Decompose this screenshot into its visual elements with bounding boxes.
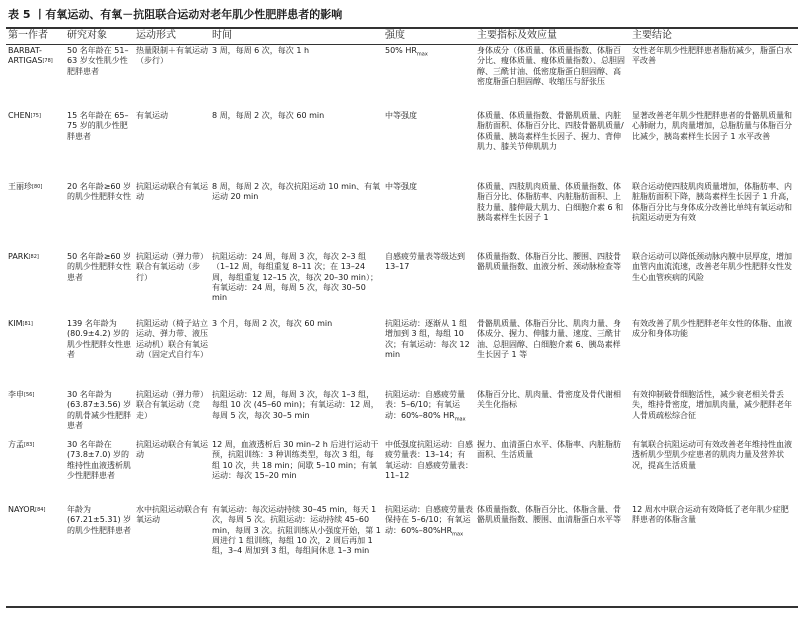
conclusion-cell-text: 有效改善了肌少性肥胖老年女性的体脂、血液成分和身体功能 bbox=[632, 319, 792, 339]
author-cell-text: 王丽珍 bbox=[8, 182, 32, 191]
time-cell-text: 8 周，每周 2 次，每次抗阻运动 10 min、有氧运动 20 min bbox=[212, 182, 381, 202]
time-cell bbox=[210, 108, 383, 179]
form-cell bbox=[134, 249, 210, 316]
subject-cell-text: 30 名年龄在 (73.8±7.0) 岁的维持性血液透析肌少性肥胖患者 bbox=[67, 440, 131, 480]
author-cell bbox=[6, 43, 65, 108]
table-title: 表 5 丨有氧运动、有氧－抗阻联合运动对老年肌少性肥胖患者的影响 bbox=[8, 8, 343, 21]
conclusion-cell-text: 联合运动可以降低颈动脉内膜中层厚度，增加血管内血流流速，改善老年肌少性肥胖女性发生心血管疾病的风险 bbox=[632, 252, 792, 282]
indicators-cell-text: 体质量、体质量指数、骨骼肌质量、内脏脂肪面积、体脂百分比、四肢骨骼肌质量/体质量、胰岛素样生长因子、握力、背伸肌力、膝关节伸肌肌力 bbox=[477, 111, 624, 151]
subject-cell bbox=[65, 249, 134, 316]
top-rule bbox=[6, 27, 798, 29]
time-cell bbox=[210, 249, 383, 316]
time-cell-text: 12 周，血液透析后 30 min–2 h 后进行运动干预，抗阻训练：3 种训练类型，每次 3 组，每组 10 次，共 18 min；间歇 5–10 min；有氧运动：每次 15–20 min bbox=[212, 440, 379, 480]
table-row bbox=[6, 316, 798, 387]
author-cell-text: CHEN bbox=[8, 111, 31, 120]
conclusion-cell bbox=[630, 43, 798, 108]
time-cell bbox=[210, 179, 383, 249]
author-cell-text: 方孟 bbox=[8, 440, 24, 449]
intensity-cell bbox=[383, 249, 475, 316]
header-conclusion: 主要结论 bbox=[632, 30, 672, 41]
intensity-cell-text: 抗阻运动：自感疲劳量表：5–6/10；有氧运动：60%–80% HR bbox=[385, 390, 465, 420]
subject-cell-text: 30 名年龄为 (63.87±3.56) 岁的肌骨减少性肥胖患者 bbox=[67, 390, 132, 430]
author-cell bbox=[6, 387, 65, 437]
form-cell-text: 抗阻运动（弹力带）联合有氧运动（步行） bbox=[136, 252, 208, 282]
time-cell-text: 3 个月，每周 2 次，每次 60 min bbox=[212, 319, 333, 328]
form-cell-text: 热量限制＋有氧运动（步行） bbox=[136, 46, 208, 66]
author-cell-text: 李申 bbox=[8, 390, 24, 399]
subject-cell bbox=[65, 43, 134, 108]
table-row bbox=[6, 249, 798, 316]
time-cell-text: 抗阻运动：24 周，每周 3 次，每次 2–3 组（1–12 周，每组重复 8–11 次；在 13–24 周，每组重复 12–15 次，每次 20–30 min）；有氧运动：24 周，每周 5 次，每次 30–50 min bbox=[212, 252, 378, 303]
time-cell-text: 抗阻运动：12 周，每周 3 次，每次 1–3 组，每组 10 次 (45–60 min)；有氧运动：12 周，每周 5 次，每次 30–5 min bbox=[212, 390, 379, 420]
indicators-cell bbox=[475, 43, 630, 108]
conclusion-cell-text: 有效抑制破骨细胞活性，减少衰老相关骨丢失，维持骨密度，增加肌肉量，减少肥胖老年人骨质疏松综合征 bbox=[632, 390, 792, 420]
reference-marker: [56] bbox=[24, 392, 35, 398]
conclusion-cell-text: 女性老年肌少性肥胖患者脂肪减少，脂蛋白水平改善 bbox=[632, 46, 792, 66]
subject-cell-text: 50 名年龄在 51–63 岁女性肌少性肥胖患者 bbox=[67, 46, 129, 76]
indicators-cell-text: 体质量、四肢肌肉质量、体质量指数、体脂百分比、体脂肪率、内脏脂肪面积、上肢力量、膝伸最大肌力、白细胞介素 6 和胰岛素样生长因子 1 bbox=[477, 182, 624, 222]
form-cell bbox=[134, 437, 210, 502]
intensity-subscript: max bbox=[452, 531, 464, 538]
intensity-subscript: max bbox=[454, 416, 466, 423]
intensity-cell-text: 抗阻运动：逐渐从 1 组增加到 3 组，每组 10 次；有氧运动：每次 12 min bbox=[385, 319, 470, 359]
indicators-cell-text: 骨骼肌质量、体脂百分比、肌肉力量、身体成分、握力、伸膝力量、速度、三酰甘油、总胆固醇、白细胞介素 6、胰岛素样生长因子 1 等 bbox=[477, 319, 621, 359]
conclusion-cell-text: 联合运动使四肢肌肉质量增加，体脂肪率、内脏脂肪面积下降，胰岛素样生长因子 1 升高，体脂百分比与身体成分改善比单纯有氧运动和抗阻运动更为有效 bbox=[632, 182, 795, 222]
author-cell-text: KIM bbox=[8, 319, 23, 328]
form-cell bbox=[134, 502, 210, 581]
author-cell bbox=[6, 316, 65, 387]
intensity-cell bbox=[383, 387, 475, 437]
table-header-row bbox=[6, 30, 798, 43]
subject-cell bbox=[65, 316, 134, 387]
intensity-subscript: max bbox=[416, 51, 428, 58]
intensity-cell-text: 中低强度抗阻运动：自感疲劳量表：13–14；有氧运动：自感疲劳量表：11–12 bbox=[385, 440, 473, 480]
table-row bbox=[6, 437, 798, 502]
indicators-cell bbox=[475, 502, 630, 581]
reference-marker: [82] bbox=[28, 254, 39, 260]
author-cell bbox=[6, 249, 65, 316]
time-cell-text: 3 周，每周 6 次，每次 1 h bbox=[212, 46, 310, 55]
author-cell-text: NAYOR bbox=[8, 505, 36, 514]
header-intensity: 强度 bbox=[385, 30, 405, 41]
form-cell bbox=[134, 43, 210, 108]
indicators-cell-text: 体质量指数、体脂百分比、腰围、四肢骨骼肌质量指数、血液分析、颈动脉检查等 bbox=[477, 252, 621, 272]
form-cell bbox=[134, 108, 210, 179]
subject-cell bbox=[65, 387, 134, 437]
conclusion-cell-text: 12 周水中联合运动有效降低了老年肌少症肥胖患者的体脂含量 bbox=[632, 505, 789, 525]
header-subject: 研究对象 bbox=[67, 30, 107, 41]
author-cell-text: PARK bbox=[8, 252, 29, 261]
intensity-cell bbox=[383, 437, 475, 502]
conclusion-cell bbox=[630, 108, 798, 179]
reference-marker: [83] bbox=[24, 442, 35, 448]
intensity-cell bbox=[383, 108, 475, 179]
header-time: 时间 bbox=[212, 30, 232, 41]
subject-cell bbox=[65, 108, 134, 179]
form-cell-text: 水中抗阻运动联合有氧运动 bbox=[136, 505, 208, 525]
intensity-cell bbox=[383, 316, 475, 387]
subject-cell-text: 20 名年龄≥60 岁的肌少性肥胖女性 bbox=[67, 182, 132, 202]
subject-cell bbox=[65, 437, 134, 502]
indicators-cell bbox=[475, 179, 630, 249]
form-cell bbox=[134, 316, 210, 387]
intensity-cell-text: 自感疲劳量表等级达到 13–17 bbox=[385, 252, 465, 272]
author-cell bbox=[6, 179, 65, 249]
author-cell bbox=[6, 437, 65, 502]
form-cell bbox=[134, 179, 210, 249]
subject-cell bbox=[65, 179, 134, 249]
indicators-cell bbox=[475, 387, 630, 437]
subject-cell-text: 年龄为 (67.21±5.31) 岁的肌少性肥胖患者 bbox=[67, 505, 132, 535]
header-author: 第一作者 bbox=[8, 30, 48, 41]
form-cell-text: 抗阻运动联合有氧运动 bbox=[136, 182, 208, 202]
indicators-cell-text: 体脂百分比、肌肉量、骨密度及骨代谢相关生化指标 bbox=[477, 390, 621, 410]
indicators-cell bbox=[475, 249, 630, 316]
conclusion-cell bbox=[630, 502, 798, 581]
form-cell-text: 抗阻运动联合有氧运动 bbox=[136, 440, 208, 460]
indicators-cell-text: 身体成分（体质量、体质量指数、体脂百分比、瘦体质量、瘦体质量指数）、总胆固醇、三酰甘油、低密度脂蛋白胆固醇、高密度脂蛋白胆固醇、收缩压与舒张压 bbox=[477, 46, 625, 86]
reference-marker: [78] bbox=[42, 58, 53, 65]
indicators-cell-text: 体质量指数、体脂百分比、体脂含量、骨骼肌质量指数、腰围、血清脂蛋白水平等 bbox=[477, 505, 621, 525]
subject-cell-text: 50 名年龄≥60 岁的肌少性肥胖女性患者 bbox=[67, 252, 132, 282]
time-cell bbox=[210, 316, 383, 387]
indicators-cell bbox=[475, 316, 630, 387]
intensity-cell-text: 50% HR bbox=[385, 46, 417, 55]
conclusion-cell-text: 显著改善老年肌少性肥胖患者的骨骼肌质量和心肺耐力，肌肉量增加，总脂肪量与体脂百分比减少，胰岛素样生长因子 1 水平改善 bbox=[632, 111, 792, 141]
header-form: 运动形式 bbox=[136, 30, 176, 41]
intensity-cell-text: 抗阻运动：自感疲劳量表保持在 5–6/10；有氧运动：60%–80%HR bbox=[385, 505, 473, 535]
intensity-cell bbox=[383, 179, 475, 249]
reference-marker: [75] bbox=[30, 113, 41, 119]
conclusion-cell bbox=[630, 437, 798, 502]
time-cell-text: 8 周，每周 2 次，每次 60 min bbox=[212, 111, 325, 120]
reference-marker: [84] bbox=[35, 507, 46, 513]
bottom-rule bbox=[6, 606, 798, 608]
author-cell-text: BARBAT-ARTIGAS bbox=[8, 46, 43, 66]
conclusion-cell bbox=[630, 249, 798, 316]
conclusion-cell bbox=[630, 316, 798, 387]
time-cell bbox=[210, 502, 383, 581]
intensity-cell bbox=[383, 43, 475, 108]
author-cell bbox=[6, 108, 65, 179]
form-cell-text: 抗阻运动（椅子站立运动、弹力带、液压运动机）联合有氧运动（固定式自行车） bbox=[136, 319, 208, 359]
time-cell bbox=[210, 43, 383, 108]
form-cell-text: 有氧运动 bbox=[136, 111, 168, 120]
author-cell bbox=[6, 502, 65, 581]
results-table bbox=[6, 30, 798, 581]
time-cell-text: 有氧运动：每次运动持续 30–45 min，每天 1 次，每周 5 次。抗阻运动：运动持续 45–60 min，每周 3 次。抗阻训练从小强度开始，第 1 周进行 1 组训练，每组 10 次，2 周后再加 1 组，3–4 周加到 3 组，每组间休息 1–3 min bbox=[212, 505, 381, 556]
header-indicators: 主要指标及效应量 bbox=[477, 30, 557, 41]
subject-cell-text: 139 名年龄为 (80.9±4.2) 岁的肌少性肥胖女性患者 bbox=[67, 319, 131, 359]
reference-marker: [80] bbox=[32, 184, 43, 190]
time-cell bbox=[210, 437, 383, 502]
reference-marker: [81] bbox=[22, 321, 33, 327]
subject-cell bbox=[65, 502, 134, 581]
conclusion-cell bbox=[630, 387, 798, 437]
table-row bbox=[6, 43, 798, 108]
intensity-cell-text: 中等强度 bbox=[385, 182, 417, 191]
intensity-cell bbox=[383, 502, 475, 581]
form-cell-text: 抗阻运动（弹力带）联合有氧运动（竞走） bbox=[136, 390, 208, 420]
table-row bbox=[6, 179, 798, 249]
conclusion-cell-text: 有氧联合抗阻运动可有效改善老年维持性血液透析肌少型肌少症患者的肌肉力量及营养状况，提高生活质量 bbox=[632, 440, 792, 470]
indicators-cell-text: 握力、血清蛋白水平、体脂率、内脏脂肪面积、生活质量 bbox=[477, 440, 621, 460]
indicators-cell bbox=[475, 108, 630, 179]
table-row bbox=[6, 502, 798, 581]
conclusion-cell bbox=[630, 179, 798, 249]
table-row bbox=[6, 387, 798, 437]
table-row bbox=[6, 108, 798, 179]
intensity-cell-text: 中等强度 bbox=[385, 111, 417, 120]
form-cell bbox=[134, 387, 210, 437]
indicators-cell bbox=[475, 437, 630, 502]
time-cell bbox=[210, 387, 383, 437]
subject-cell-text: 15 名年龄在 65–75 岁的肌少性肥胖患者 bbox=[67, 111, 129, 141]
